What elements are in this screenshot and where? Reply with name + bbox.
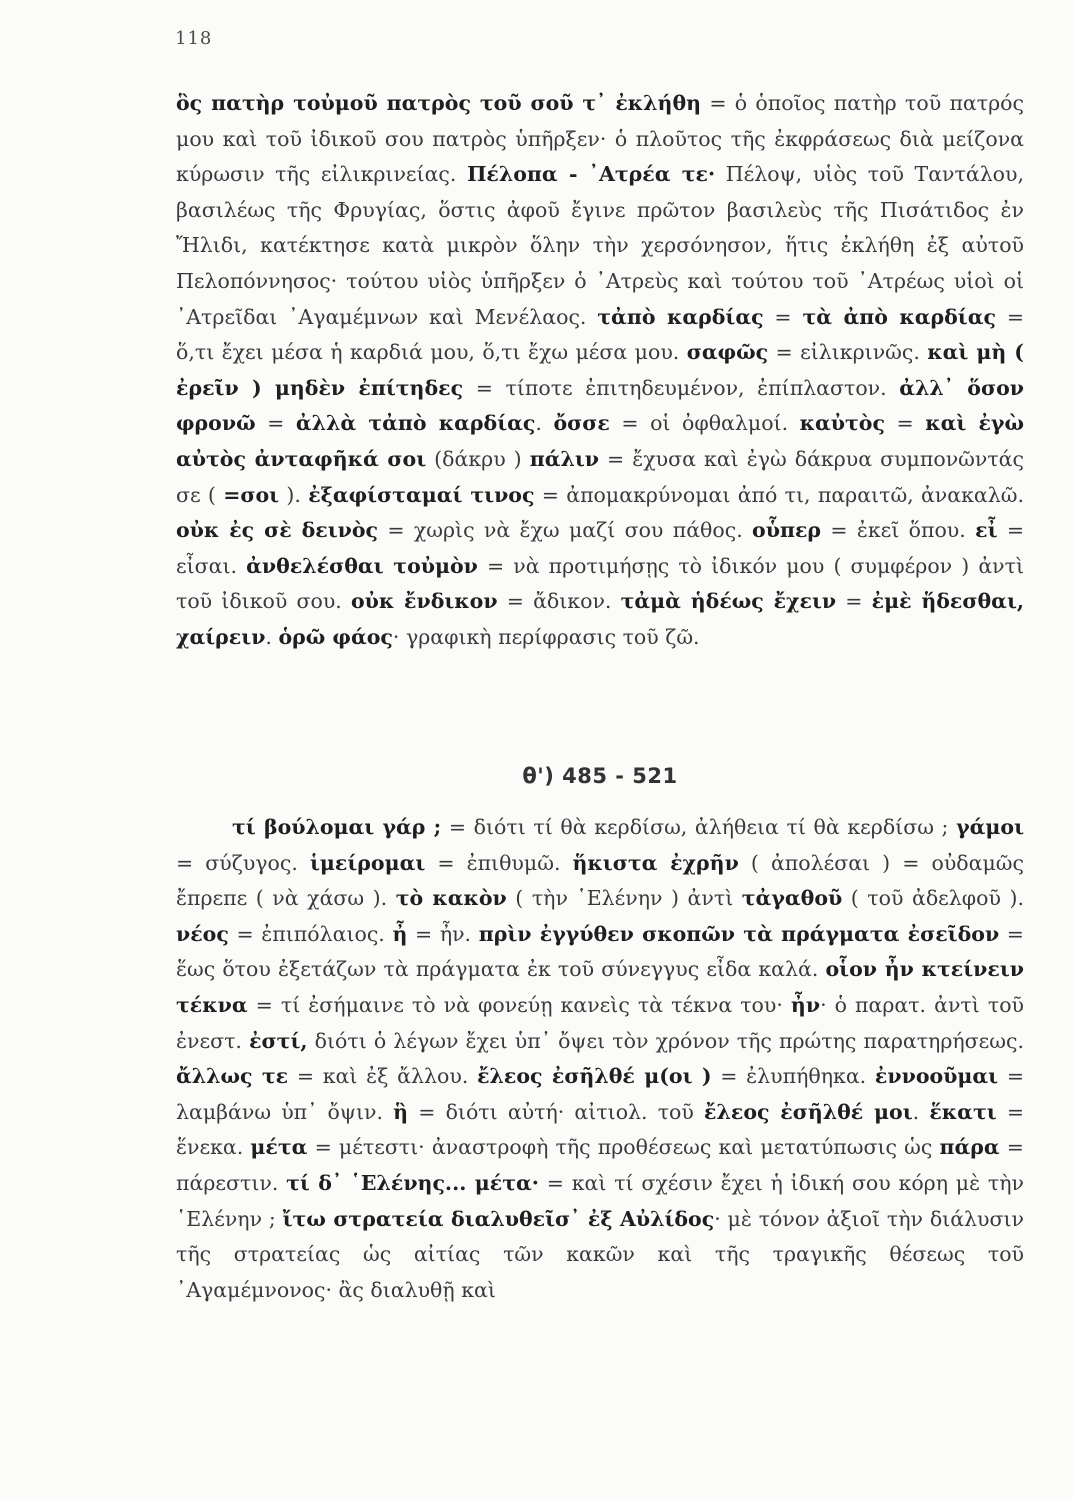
gloss-text: . (535, 411, 554, 436)
gloss-text: = ὅ,τι ἔχει μέσα ἡ καρδιά μου, ὅ,τι ἔχω μέσα μου. (176, 304, 1024, 365)
lemma-term: ἐξαφίσταμαί τινος (308, 482, 535, 507)
lemma-term: ἀλλὰ τἀπὸ καρδίας (295, 411, 536, 436)
gloss-text: . (265, 624, 279, 649)
gloss-text: ( ἀπολέσαι ) = οὐδαμῶς ἔπρεπε ( νὰ χάσω ). (176, 850, 1024, 911)
lemma-term: ἐστί, (249, 1028, 308, 1053)
gloss-text: = τίποτε ἐπιτηδευμένον, ἐπίπλαστον. (463, 375, 900, 400)
lemma-term: οὐκ ἔνδικον (350, 589, 498, 614)
gloss-text: = (836, 589, 872, 614)
lemma-term: πάρα (939, 1135, 1000, 1160)
gloss-text: = (763, 304, 803, 329)
gloss-text: = ἀπομακρύνομαι ἀπό τι, παραιτῶ, ἀνακαλῶ. (534, 482, 1024, 507)
gloss-text: = εἶσαι. (176, 518, 1024, 578)
gloss-text: ). (279, 482, 309, 507)
commentary-block-bottom (176, 810, 1024, 1308)
gloss-text: = ἐλυπήθηκα. (711, 1064, 875, 1089)
lemma-term: ὁρῶ φάος (278, 624, 393, 649)
commentary-paragraph (176, 810, 1024, 1308)
gloss-text: = ἄδικον. (497, 589, 621, 614)
gloss-text: · γραφικὴ περίφρασις τοῦ ζῶ. (392, 624, 700, 649)
gloss-text: Πέλοψ, υἱὸς τοῦ Ταντάλου, βασιλέως τῆς Φρυγίας, ὅστις ἀφοῦ ἔγινε πρῶτον βασιλεὺς τῆς Πισάτιδος ἐν Ἤλιδι, κατέκτησε κατὰ μικρὸν ὅλην τὴν χερσόνησον, ἥτις ἐκλήθη ἐξ αὐτοῦ Πελοπόννησος· τούτου υἱὸς ὑπῆρξεν ὁ ᾽Ατρεὺς καὶ τούτου τοῦ ᾽Ατρέως υἱοὶ οἱ ᾽Ατρεῖδαι ᾽Αγαμέμνων καὶ Μενέλαος. (176, 162, 1025, 329)
lemma-term: ἔλεος ἐσῆλθέ μ(οι ) (477, 1064, 712, 1089)
lemma-term: ὃς πατὴρ τοὐμοῦ πατρὸς τοῦ σοῦ τ᾽ ἐκλήθη (176, 91, 702, 115)
gloss-text: = σύζυγος. (176, 850, 310, 875)
gloss-text: = ἐπιθυμῶ. (425, 850, 573, 875)
gloss-text: = χωρὶς νὰ ἔχω μαζί σου πάθος. (378, 518, 753, 543)
gloss-text: = νὰ προτιμήσῃς τὸ ἰδικόν μου ( συμφέρον ) ἀντὶ τοῦ ἰδικοῦ σου. (176, 553, 1024, 614)
lemma-term: οἷον ἦν κτείνειν τέκνα (176, 957, 1025, 1017)
page-number: 118 (175, 28, 213, 49)
lemma-term: τί δ᾽ ῾Ελένης... μέτα· (286, 1170, 539, 1195)
lemma-term: καὶ μὴ ( ἐρεῖν ) μηδὲν ἐπίτηδες (176, 340, 1024, 400)
lemma-term: μέτα (250, 1135, 308, 1160)
lemma-term: τἀγαθοῦ (741, 886, 843, 911)
lemma-term: ἦ (392, 921, 408, 946)
lemma-term: τί βούλομαι γάρ ; (232, 815, 442, 839)
lemma-term: πάλιν (529, 446, 600, 471)
gloss-text: = ἔχυσα καὶ ἐγὼ δάκρυα συμπονῶντάς σε ( (176, 446, 1025, 507)
lemma-term: σαφῶς (686, 340, 769, 365)
gloss-text: = λαμβάνω ὑπ᾽ ὄψιν. (176, 1064, 1024, 1124)
gloss-text: = καὶ τί σχέσιν ἔχει ἡ ἰδική σου κόρη μὲ τὴν ῾Ελένην ; (176, 1170, 1025, 1231)
lemma-term: πρὶν ἐγγύθεν σκοπῶν τὰ πράγματα ἐσεῖδον (478, 921, 1000, 946)
lemma-term: ἄλλως τε (176, 1064, 289, 1089)
lemma-term: ἱμείρομαι (309, 850, 426, 875)
lemma-term: καὶ ἐγὼ αὐτὸς ἀνταφῆκά σοι (176, 411, 1024, 471)
lemma-term: οὗπερ (752, 518, 822, 543)
lemma-term: τὸ κακὸν (395, 886, 507, 911)
lemma-term: ἔλεος ἐσῆλθέ μοι (704, 1099, 913, 1124)
lemma-term: ἐμὲ ἥδεσθαι, χαίρειν (176, 589, 1024, 649)
lemma-term: τἀμὰ ἡδέως ἔχειν (620, 589, 837, 614)
section-heading: θ') 485 - 521 (522, 764, 678, 788)
commentary-paragraph (176, 86, 1024, 656)
gloss-text: ( τὴν ῾Ελένην ) ἀντὶ (506, 886, 742, 911)
gloss-text: = τί ἐσήμαινε τὸ νὰ φονεύῃ κανεὶς τὰ τέκνα του· (247, 992, 791, 1017)
gloss-text: · ὁ παρατ. ἀντὶ τοῦ ἐνεστ. (176, 992, 1024, 1053)
gloss-text: = (884, 411, 926, 436)
gloss-text: = ἐκεῖ ὅπου. (821, 518, 976, 543)
commentary-block-top (176, 86, 1024, 656)
gloss-text: · μὲ τόνον ἀξιοῖ τὴν διάλυσιν τῆς στρατείας ὡς αἰτίας τῶν κακῶν καὶ τῆς τραγικῆς θέσεως τοῦ ᾽Αγαμέμνονος· ἂς διαλυθῇ καὶ (176, 1206, 1024, 1302)
gloss-text: διότι ὁ λέγων ἔχει ὑπ᾽ ὄψει τὸν χρόνον τῆς πρώτης παρατηρήσεως. (307, 1028, 1025, 1053)
lemma-term: γάμοι (956, 815, 1024, 839)
gloss-text: = ἕως ὅτου ἐξετάζων τὰ πράγματα ἐκ τοῦ σύνεγγυς εἶδα καλά. (176, 921, 1024, 982)
lemma-term: καὐτὸς (799, 411, 885, 436)
lemma-term: =σοι (223, 482, 280, 507)
lemma-term: τἀπὸ καρδίας (597, 304, 764, 329)
lemma-term: ἀλλ᾽ ὅσον φρονῶ (176, 375, 1024, 436)
lemma-term: ἐννοοῦμαι (874, 1064, 999, 1089)
lemma-term: ἦν (790, 992, 821, 1017)
lemma-term: Πέλοπα - ᾽Ατρέα τε· (467, 162, 716, 187)
gloss-text: = οἱ ὀφθαλμοί. (609, 411, 800, 436)
gloss-text: = ἦν. (407, 921, 479, 946)
gloss-text: = διότι τί θὰ κερδίσω, ἀλήθεια τί θὰ κερδίσω ; (441, 815, 957, 839)
gloss-text: = ὁ ὁποῖος πατὴρ τοῦ πατρός μου καὶ τοῦ ἰδικοῦ σου πατρὸς ὑπῆρξεν· ὁ πλοῦτος τῆς ἐκφράσεως διὰ μείζονα κύρωσιν τῆς εἰλικρινείας. (176, 91, 1024, 187)
lemma-term: οὐκ ἐς σὲ δεινὸς (176, 518, 379, 543)
lemma-term: ἕκατι (929, 1099, 997, 1124)
lemma-term: εἶ (975, 518, 998, 543)
lemma-term: ἣ (393, 1099, 409, 1124)
lemma-term: ἥκιστα ἐχρῆν (572, 850, 739, 875)
gloss-text: = μέτεστι· ἀναστροφὴ τῆς προθέσεως καὶ μετατύπωσις ὡς (307, 1135, 940, 1160)
gloss-text: ( τοῦ ἀδελφοῦ ). (842, 886, 1024, 911)
gloss-text: = διότι αὐτή· αἰτιολ. τοῦ (408, 1099, 705, 1124)
gloss-text: = πάρεστιν. (176, 1135, 1024, 1195)
gloss-text: = καὶ ἐξ ἄλλου. (288, 1064, 478, 1089)
gloss-text: = εἰλικρινῶς. (768, 340, 928, 365)
lemma-term: ὄσσε (553, 411, 610, 436)
gloss-text: (δάκρυ ) (426, 446, 530, 471)
gloss-text: . (912, 1099, 930, 1124)
lemma-term: νέος (176, 921, 229, 946)
lemma-term: ἀνθελέσθαι τοὐμὸν (246, 553, 478, 578)
gloss-text: = ἐπιπόλαιος. (228, 921, 393, 946)
gloss-text: = ἕνεκα. (176, 1099, 1025, 1160)
gloss-text: = (255, 411, 296, 436)
lemma-term: ἴτω στρατεία διαλυθεῖσ᾽ ἐξ Αὐλίδος (282, 1206, 715, 1231)
lemma-term: τὰ ἀπὸ καρδίας (802, 304, 996, 329)
